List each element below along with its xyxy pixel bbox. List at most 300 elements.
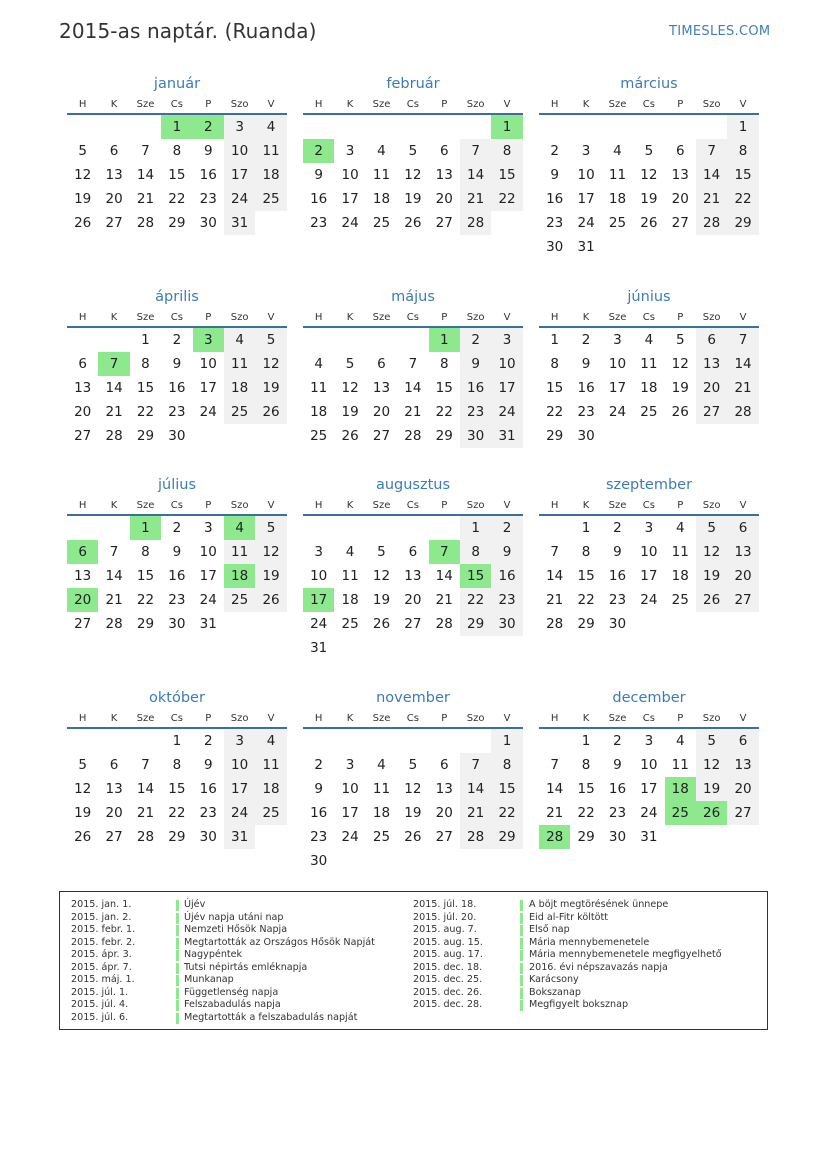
day-cell: 23	[168, 592, 186, 608]
empty-day-cell	[255, 825, 286, 849]
holiday-day-cell: 1	[130, 516, 161, 540]
day-cell: 12	[255, 540, 286, 564]
day-cell: 6	[675, 143, 685, 159]
day-cell: 5	[255, 328, 286, 352]
day-cell: 26	[404, 829, 422, 845]
holiday-name: Újév	[184, 899, 206, 910]
day-cell: 27	[435, 829, 453, 845]
empty-day-cell	[366, 516, 397, 540]
day-cell: 2	[460, 328, 491, 352]
day-cell: 13	[696, 352, 727, 376]
day-cell: 17	[640, 781, 658, 797]
day-cell: 25	[255, 187, 286, 211]
day-cell: 27	[727, 588, 758, 612]
day-cell: 7	[550, 544, 559, 560]
day-cell: 20	[671, 191, 689, 207]
day-cell: 24	[224, 801, 255, 825]
day-cell: 27	[435, 215, 453, 231]
month-name: augusztus	[375, 477, 451, 493]
day-cell: 12	[74, 781, 92, 797]
holiday-day-cell: 18	[224, 564, 255, 588]
holiday-list-left-column	[71, 899, 401, 1024]
day-cell: 8	[581, 757, 591, 773]
holiday-day-cell: 28	[539, 825, 570, 849]
empty-day-cell	[429, 115, 460, 139]
empty-day-cell	[397, 328, 428, 352]
weekday-label: Cs	[170, 713, 183, 724]
day-cell: 12	[372, 568, 391, 584]
empty-day-cell	[303, 115, 334, 139]
day-cell: 15	[727, 163, 758, 187]
day-cell: 1	[581, 733, 591, 749]
weekday-label: Sze	[372, 312, 391, 323]
empty-day-cell	[633, 612, 664, 636]
weekday-label: P	[677, 99, 684, 110]
day-cell: 18	[671, 568, 689, 584]
day-grid	[67, 115, 287, 235]
holiday-name: Megtartották az Országos Hősök Napját	[184, 936, 375, 948]
day-cell: 2	[491, 516, 522, 540]
holiday-day-cell: 20	[67, 588, 98, 612]
holiday-row	[71, 1012, 401, 1025]
holiday-name: A böjt megtörésének ünnepe	[529, 899, 669, 910]
weekday-label: V	[267, 500, 275, 511]
weekday-label: K	[582, 99, 590, 110]
day-cell: 27	[105, 829, 123, 845]
weekday-label: V	[503, 99, 511, 110]
month-block	[303, 687, 523, 873]
day-cell: 4	[255, 115, 286, 139]
day-cell: 28	[136, 215, 155, 231]
day-cell: 15	[168, 781, 186, 797]
day-cell: 24	[577, 215, 595, 231]
day-cell: 23	[460, 400, 491, 424]
day-cell: 22	[460, 588, 491, 612]
holiday-marker	[520, 988, 523, 999]
weekday-label: Sze	[136, 99, 155, 110]
day-cell: 22	[435, 404, 453, 420]
holiday-marker	[176, 925, 179, 936]
day-cell: 21	[460, 187, 491, 211]
holiday-day-cell: 18	[665, 777, 696, 801]
weekday-label: Cs	[642, 312, 655, 323]
day-cell: 16	[310, 191, 328, 207]
day-cell: 6	[408, 544, 418, 560]
empty-day-cell	[602, 115, 633, 139]
holiday-row	[413, 974, 763, 987]
holiday-name: 2016. évi népszavazás napja	[529, 961, 668, 973]
day-cell: 2	[581, 332, 591, 348]
holiday-day-cell: 4	[224, 516, 255, 540]
day-cell: 13	[671, 167, 689, 183]
month-name: január	[153, 76, 201, 92]
day-cell: 10	[640, 544, 658, 560]
day-cell: 15	[136, 380, 155, 396]
empty-day-cell	[665, 424, 696, 448]
day-cell: 24	[341, 829, 359, 845]
holiday-marker	[520, 963, 523, 974]
day-cell: 30	[460, 424, 491, 448]
day-cell: 25	[341, 616, 359, 632]
day-cell: 5	[377, 544, 386, 560]
day-cell: 14	[435, 568, 453, 584]
day-cell: 28	[404, 428, 422, 444]
day-cell: 23	[199, 805, 217, 821]
day-cell: 25	[608, 215, 627, 231]
day-cell: 31	[310, 640, 328, 656]
day-cell: 17	[224, 777, 255, 801]
weekday-header	[303, 97, 523, 115]
weekday-label: P	[205, 500, 212, 511]
day-cell: 30	[546, 239, 564, 255]
day-cell: 16	[608, 568, 627, 584]
day-cell: 20	[105, 191, 123, 207]
day-cell: 8	[439, 356, 449, 372]
day-cell: 24	[608, 404, 627, 420]
holiday-date: 2015. júl. 6.	[71, 1011, 129, 1023]
weekday-label: K	[110, 99, 118, 110]
day-cell: 29	[727, 211, 758, 235]
day-cell: 18	[255, 777, 286, 801]
day-cell: 10	[310, 568, 328, 584]
page-title: 2015-as naptár. (Ruanda)	[59, 19, 317, 43]
holiday-date: 2015. dec. 25.	[413, 974, 483, 985]
empty-day-cell	[491, 211, 522, 235]
day-cell: 22	[577, 592, 595, 608]
day-cell: 29	[546, 428, 564, 444]
day-cell: 14	[136, 781, 155, 797]
holiday-date: 2015. jan. 1.	[71, 899, 132, 910]
day-cell: 21	[546, 592, 564, 608]
day-cell: 16	[460, 376, 491, 400]
day-cell: 13	[372, 380, 391, 396]
empty-day-cell	[98, 729, 129, 753]
holiday-marker	[176, 938, 179, 949]
day-cell: 28	[546, 616, 564, 632]
day-cell: 24	[199, 592, 217, 608]
day-cell: 16	[199, 781, 217, 797]
day-cell: 2	[613, 520, 622, 536]
day-grid	[539, 729, 759, 849]
day-cell: 2	[172, 520, 182, 536]
empty-day-cell	[98, 328, 129, 352]
day-cell: 30	[608, 829, 627, 845]
day-cell: 16	[608, 781, 627, 797]
day-cell: 7	[460, 139, 491, 163]
day-cell: 31	[224, 825, 255, 849]
month-block	[67, 687, 287, 849]
weekday-label: Sze	[608, 312, 627, 323]
empty-day-cell	[633, 424, 664, 448]
day-cell: 8	[727, 139, 758, 163]
empty-day-cell	[98, 115, 129, 139]
empty-day-cell	[366, 328, 397, 352]
day-cell: 9	[491, 540, 522, 564]
empty-day-cell	[460, 729, 491, 753]
day-cell: 9	[550, 167, 559, 183]
empty-day-cell	[130, 729, 161, 753]
day-cell: 19	[404, 191, 422, 207]
day-cell: 12	[696, 753, 727, 777]
day-cell: 11	[255, 753, 286, 777]
weekday-header	[539, 498, 759, 516]
holiday-marker	[176, 963, 179, 974]
day-cell: 18	[255, 163, 286, 187]
day-cell: 19	[372, 592, 391, 608]
day-cell: 14	[727, 352, 758, 376]
day-cell: 19	[74, 805, 92, 821]
holiday-date: 2015. dec. 18.	[413, 961, 483, 973]
day-cell: 3	[581, 143, 591, 159]
month-name: október	[149, 690, 205, 706]
month-block	[539, 687, 759, 849]
weekday-label: V	[267, 312, 275, 323]
holiday-name: Tutsi népirtás emléknapja	[184, 961, 308, 973]
day-grid	[539, 516, 759, 636]
empty-day-cell	[696, 115, 727, 139]
month-name: április	[155, 289, 199, 305]
month-name: május	[391, 289, 435, 305]
empty-day-cell	[255, 424, 286, 448]
empty-day-cell	[491, 849, 522, 873]
day-cell: 25	[224, 588, 255, 612]
holiday-row	[413, 899, 763, 912]
month-block	[67, 474, 287, 636]
empty-day-cell	[665, 825, 696, 849]
holiday-list	[59, 891, 768, 1030]
day-cell: 15	[491, 777, 522, 801]
weekday-label: H	[314, 500, 323, 511]
empty-day-cell	[397, 115, 428, 139]
empty-day-cell	[665, 612, 696, 636]
day-cell: 7	[141, 143, 150, 159]
day-cell: 9	[203, 143, 213, 159]
day-cell: 9	[172, 356, 182, 372]
weekday-label: K	[346, 99, 354, 110]
day-cell: 23	[577, 404, 595, 420]
holiday-day-cell: 1	[429, 328, 460, 352]
day-cell: 23	[168, 404, 186, 420]
holiday-date: 2015. júl. 4.	[71, 999, 129, 1010]
holiday-day-cell: 17	[303, 588, 334, 612]
day-cell: 22	[136, 404, 155, 420]
day-cell: 2	[314, 757, 323, 773]
day-cell: 24	[310, 616, 328, 632]
weekday-label: Cs	[406, 99, 419, 110]
day-cell: 27	[74, 616, 92, 632]
empty-day-cell	[366, 729, 397, 753]
day-cell: 16	[310, 805, 328, 821]
day-cell: 30	[168, 616, 186, 632]
day-cell: 6	[727, 516, 758, 540]
holiday-name: Újév napja utáni nap	[184, 911, 284, 923]
weekday-label: H	[314, 312, 323, 323]
empty-day-cell	[633, 115, 664, 139]
holiday-name: Mária mennybemenetele megfigyelhető	[529, 949, 722, 960]
holiday-name: Mária mennybemenetele	[529, 936, 650, 948]
day-cell: 28	[105, 616, 123, 632]
holiday-date: 2015. dec. 28.	[413, 999, 483, 1010]
empty-day-cell	[334, 516, 365, 540]
weekday-label: Cs	[406, 713, 419, 724]
day-cell: 12	[404, 167, 422, 183]
holiday-marker	[520, 975, 523, 986]
day-cell: 1	[727, 115, 758, 139]
holiday-name: Nemzeti Hősök Napja	[184, 924, 288, 935]
day-cell: 2	[613, 733, 622, 749]
holiday-date: 2015. aug. 15.	[413, 936, 483, 948]
day-cell: 18	[341, 592, 359, 608]
day-cell: 13	[404, 568, 422, 584]
day-cell: 10	[341, 167, 359, 183]
empty-day-cell	[696, 612, 727, 636]
day-cell: 10	[640, 757, 658, 773]
holiday-marker	[176, 1013, 179, 1024]
day-cell: 11	[224, 352, 255, 376]
day-cell: 27	[727, 801, 758, 825]
day-cell: 12	[341, 380, 359, 396]
day-cell: 30	[310, 853, 328, 869]
day-cell: 25	[671, 592, 689, 608]
weekday-label: K	[582, 312, 590, 323]
holiday-name: Eid al-Fitr költött	[529, 911, 609, 923]
day-cell: 18	[608, 191, 627, 207]
month-block	[539, 286, 759, 448]
day-cell: 11	[372, 781, 391, 797]
day-cell: 31	[491, 424, 522, 448]
weekday-label: H	[314, 713, 323, 724]
month-name: december	[612, 690, 686, 706]
day-cell: 8	[491, 139, 522, 163]
holiday-day-cell: 2	[193, 115, 224, 139]
empty-day-cell	[460, 636, 491, 660]
day-cell: 26	[404, 215, 422, 231]
weekday-label: P	[205, 713, 212, 724]
month-name: július	[157, 477, 197, 493]
holiday-row	[71, 949, 401, 962]
brand-link[interactable]: TIMESLES.COM	[669, 24, 771, 39]
day-cell: 23	[491, 588, 522, 612]
weekday-label: Sze	[608, 500, 627, 511]
day-cell: 31	[640, 829, 658, 845]
day-cell: 23	[310, 829, 328, 845]
holiday-day-cell: 7	[98, 352, 129, 376]
weekday-label: Szo	[702, 312, 721, 323]
day-cell: 31	[577, 239, 595, 255]
day-cell: 19	[255, 376, 286, 400]
empty-day-cell	[334, 115, 365, 139]
day-cell: 6	[439, 757, 449, 773]
empty-day-cell	[397, 636, 428, 660]
day-cell: 1	[550, 332, 559, 348]
weekday-header	[539, 97, 759, 115]
empty-day-cell	[397, 849, 428, 873]
weekday-label: Szo	[466, 500, 485, 511]
empty-day-cell	[696, 235, 727, 259]
weekday-label: K	[346, 713, 354, 724]
weekday-label: Cs	[406, 500, 419, 511]
weekday-label: Cs	[170, 99, 183, 110]
day-cell: 13	[74, 380, 92, 396]
empty-day-cell	[224, 424, 255, 448]
empty-day-cell	[334, 849, 365, 873]
day-cell: 30	[199, 829, 217, 845]
day-cell: 9	[460, 352, 491, 376]
day-cell: 31	[199, 616, 217, 632]
empty-day-cell	[67, 328, 98, 352]
month-name: március	[620, 76, 678, 92]
day-cell: 26	[372, 616, 391, 632]
day-cell: 29	[460, 612, 491, 636]
weekday-label: Cs	[170, 500, 183, 511]
empty-day-cell	[366, 636, 397, 660]
empty-day-cell	[696, 424, 727, 448]
day-cell: 14	[105, 568, 123, 584]
day-cell: 3	[314, 544, 323, 560]
holiday-row	[71, 962, 401, 975]
day-cell: 4	[644, 332, 654, 348]
day-cell: 21	[136, 191, 155, 207]
empty-day-cell	[193, 424, 224, 448]
day-cell: 20	[105, 805, 123, 821]
weekday-label: Szo	[702, 713, 721, 724]
empty-day-cell	[602, 424, 633, 448]
day-cell: 24	[640, 805, 658, 821]
holiday-row	[71, 937, 401, 950]
day-cell: 20	[696, 376, 727, 400]
day-cell: 9	[613, 757, 622, 773]
month-block	[303, 474, 523, 660]
empty-day-cell	[602, 235, 633, 259]
day-cell: 3	[644, 520, 654, 536]
day-cell: 7	[727, 328, 758, 352]
day-cell: 14	[546, 781, 564, 797]
day-cell: 14	[105, 380, 123, 396]
weekday-label: Szo	[230, 713, 249, 724]
empty-day-cell	[570, 115, 601, 139]
weekday-label: K	[346, 500, 354, 511]
weekday-label: H	[314, 99, 323, 110]
weekday-label: Cs	[170, 312, 183, 323]
day-cell: 19	[404, 805, 422, 821]
day-cell: 1	[141, 332, 150, 348]
weekday-label: Szo	[466, 312, 485, 323]
day-cell: 20	[727, 564, 758, 588]
empty-day-cell	[460, 849, 491, 873]
weekday-label: K	[110, 500, 118, 511]
day-cell: 8	[141, 356, 150, 372]
day-cell: 17	[577, 191, 595, 207]
weekday-label: P	[205, 99, 212, 110]
weekday-label: Szo	[230, 99, 249, 110]
day-cell: 18	[372, 191, 391, 207]
day-cell: 25	[310, 428, 328, 444]
holiday-date: 2015. júl. 20.	[413, 911, 477, 923]
day-cell: 4	[255, 729, 286, 753]
day-cell: 10	[577, 167, 595, 183]
day-cell: 12	[255, 352, 286, 376]
day-cell: 12	[696, 540, 727, 564]
weekday-label: V	[739, 312, 747, 323]
empty-day-cell	[255, 211, 286, 235]
day-cell: 10	[224, 753, 255, 777]
day-cell: 24	[199, 404, 217, 420]
day-cell: 26	[255, 588, 286, 612]
day-cell: 24	[640, 592, 658, 608]
empty-day-cell	[539, 516, 570, 540]
weekday-label: H	[78, 500, 87, 511]
day-cell: 29	[577, 829, 595, 845]
